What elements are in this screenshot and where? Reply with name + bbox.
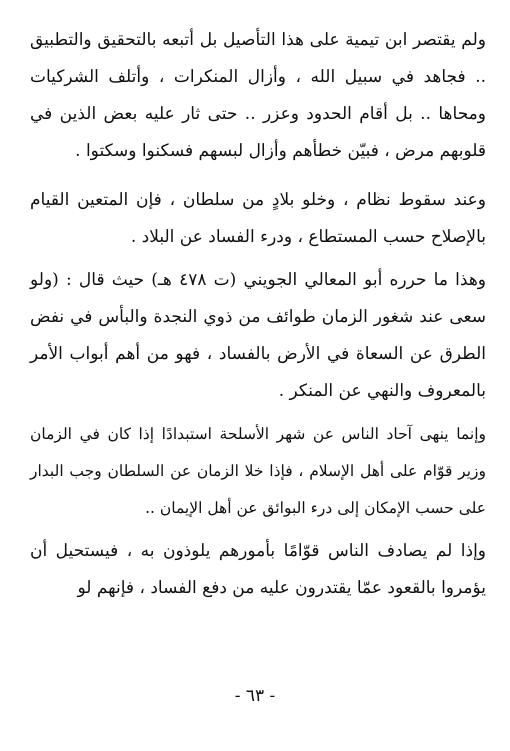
paragraph-5: وإذا لم يصادف الناس قوّامًا بأمورهم يلوذون به ، فيستحيل أن يؤمروا بالقعود عمّا يقتدرون عليه من دفع الفساد ، فإنهم لو: [30, 541, 486, 598]
paragraph-3: وهذا ما حرره أبو المعالي الجويني (ت ٤٧٨ هـ) حيث قال : (ولو سعى عند شغور الزمان طوائف من ذوي النجدة والبأس في نفض الطرق عن السعاة في الأرض بالفساد ، فهو من أهم أبواب الأمر بالمعروف والنهي عن المنكر .: [30, 270, 486, 401]
paragraph-2: وعند سقوط نظام ، وخلو بلادٍ من سلطان ، فإن المتعين القيام بالإصلاح حسب المستطاع ، ودرء الفساد عن البلاد .: [30, 190, 486, 247]
paragraph-4: وإنما ينهى آحاد الناس عن شهر الأسلحة استبدادًا إذا كان في الزمان وزير قوّام على أهل الإسلام ، فإذا خلا الزمان عن السلطان وجب البدار على حسب الإمكان إلى درء البوائق عن أهل الإيمان ..: [30, 425, 486, 517]
paragraph-1: ولم يقتصر ابن تيمية على هذا التأصيل بل أتبعه بالتحقيق والتطبيق .. فجاهد في سبيل الله ، وأزال المنكرات ، وأتلف الشركيات ومحاها .. بل أقام الحدود وعزر .. حتى ثار عليه بعض الذين في قلوبهم مرض ، فبيّن خطأهم وأزال لبسهم فسكنوا وسكتوا .: [30, 30, 486, 161]
page-number: - ٦٣ -: [234, 686, 276, 706]
page-body: [30, 22, 486, 607]
